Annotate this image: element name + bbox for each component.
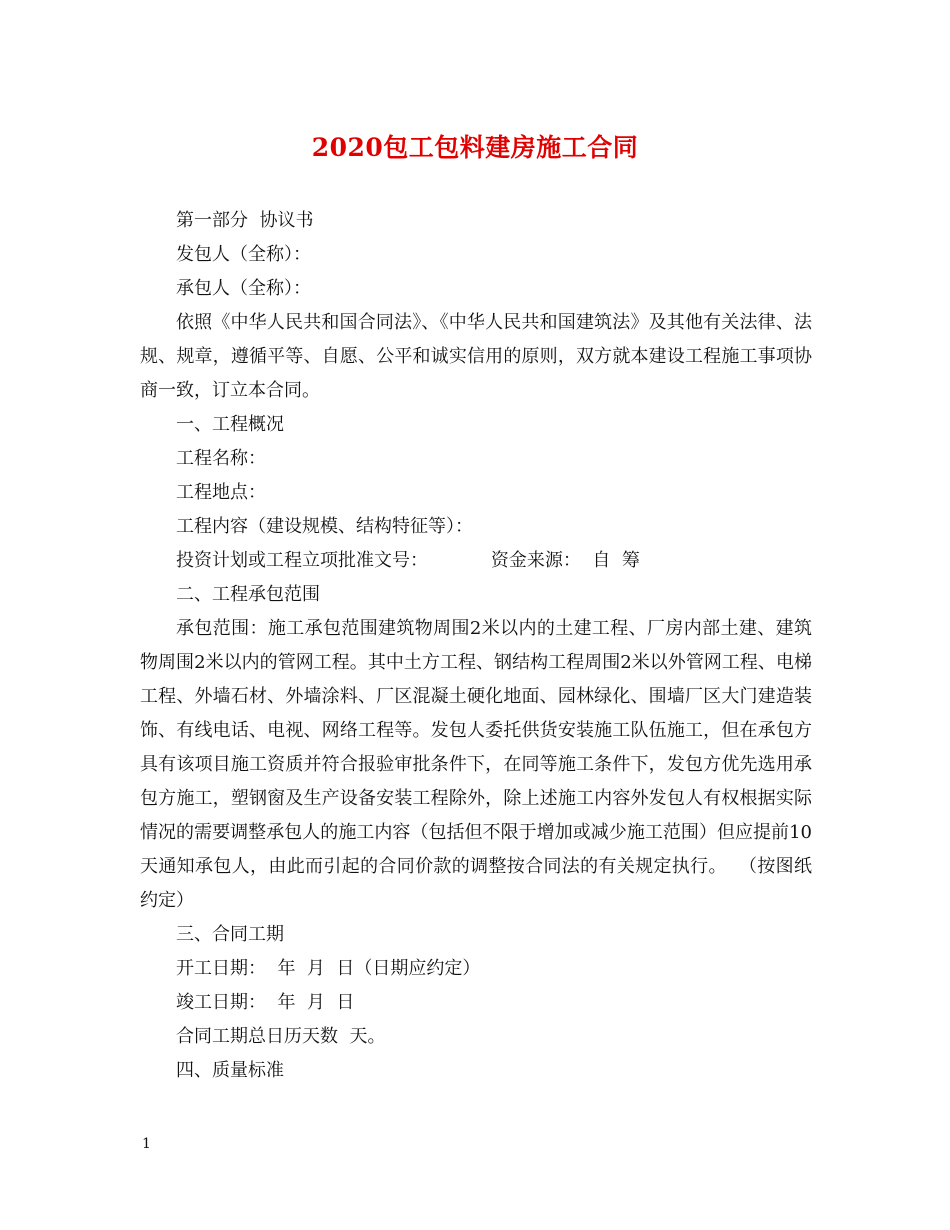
investment-plan-line: 投资计划或工程立项批准文号： 资金来源： 自 筹 [176, 550, 640, 571]
section-heading-part-one: 第一部分 协议书 [176, 210, 314, 231]
completion-date-line: 竣工日期： 年 月 日 [176, 992, 355, 1013]
contractor-line: 承包人（全称）： [176, 278, 311, 299]
start-date-line: 开工日期： 年 月 日（日期应约定） [176, 958, 481, 979]
section-heading-scope: 二、工程承包范围 [176, 584, 320, 605]
employer-line: 发包人（全称）： [176, 244, 311, 265]
section-heading-contract-period: 三、合同工期 [176, 924, 284, 945]
total-days-line: 合同工期总日历天数 天。 [176, 1026, 386, 1047]
document-body [140, 204, 812, 1088]
preamble-paragraph: 依照《中华人民共和国合同法》、《中华人民共和国建筑法》及其他有关法律、法规、规章，遵循平等、自愿、公平和诚实信用的原则，双方就本建设工程施工事项协商一致，订立本合同。 [140, 312, 812, 401]
document-title: 2020包工包料建房施工合同 [311, 133, 639, 162]
section-heading-quality-standard: 四、质量标准 [176, 1060, 284, 1081]
section-heading-project-overview: 一、工程概况 [176, 414, 284, 435]
scope-paragraph: 承包范围：施工承包范围建筑物周围2米以内的土建工程、厂房内部土建、建筑物周围2米以内的管网工程。其中土方工程、钢结构工程周围2米以外管网工程、电梯工程、外墙石材、外墙涂料、厂区混凝土硬化地面、园林绿化、围墙厂区大门建造装饰、有线电话、电视、网络工程等。发包人委托供货安装施工队伍施工，但在承包方具有该项目施工资质并符合报验审批条件下，在同等施工条件下，发包方优先选用承包方施工，塑钢窗及生产设备安装工程除外，除上述施工内容外发包人有权根据实际情况的需要调整承包人的施工内容（包括但不限于增加或减少施工范围）但应提前10天通知承包人，由此而引起的合同价款的调整按合同法的有关规定执行。 （按图纸约定） [140, 618, 812, 911]
project-content-line: 工程内容（建设规模、结构特征等）： [176, 516, 473, 537]
project-name-line: 工程名称： [176, 448, 266, 469]
page-number: 1 [142, 1136, 151, 1152]
project-location-line: 工程地点： [176, 482, 266, 503]
